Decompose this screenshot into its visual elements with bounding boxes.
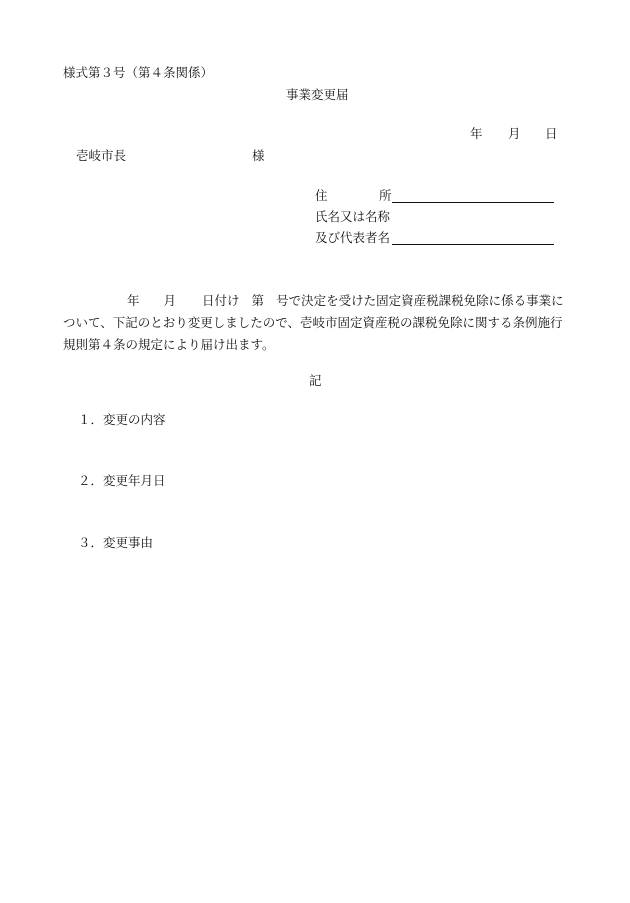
item-1-label: 変更の内容 [103,412,166,427]
body-line-1-rest: 号で決定を受けた固定資産税課税免除に係る事業に [276,293,564,308]
address-label-1: 住 [315,188,328,203]
date-day: 日 [545,126,558,141]
address-label-2: 所 [379,188,392,203]
item-1-number: １． [78,412,104,427]
body-line-1 [63,290,583,312]
name-label: 氏名又は名称 [315,209,391,224]
representative-field[interactable] [392,232,554,248]
addressee-honorific: 様 [252,148,265,163]
date-year: 年 [470,126,483,141]
body-paragraph [63,290,583,356]
form-number: 様式第３号（第４条関係） [63,65,214,80]
body-no-prefix: 第 [251,293,265,308]
body-day: 日付け [202,293,240,308]
document-title: 事業変更届 [286,87,349,102]
item-2 [78,475,166,488]
item-3 [78,537,153,550]
item-3-number: ３． [78,535,104,550]
body-line-3: 規則第４条の規定により届け出ます。 [63,337,275,352]
date-month: 月 [508,126,521,141]
item-2-label: 変更年月日 [103,473,166,488]
body-line-2: ついて、下記のとおり変更しましたので、壱岐市固定資産税の課税免除に関する条例施行 [63,315,563,330]
body-month: 月 [163,293,177,308]
addressee-name: 壱岐市長 [76,148,127,163]
address-field[interactable] [392,190,554,206]
ki-heading: 記 [309,373,322,388]
body-year: 年 [127,293,140,308]
item-1 [78,414,166,427]
representative-label: 及び代表者名 [315,230,391,245]
item-2-number: ２． [78,473,104,488]
item-3-label: 変更事由 [103,535,154,550]
